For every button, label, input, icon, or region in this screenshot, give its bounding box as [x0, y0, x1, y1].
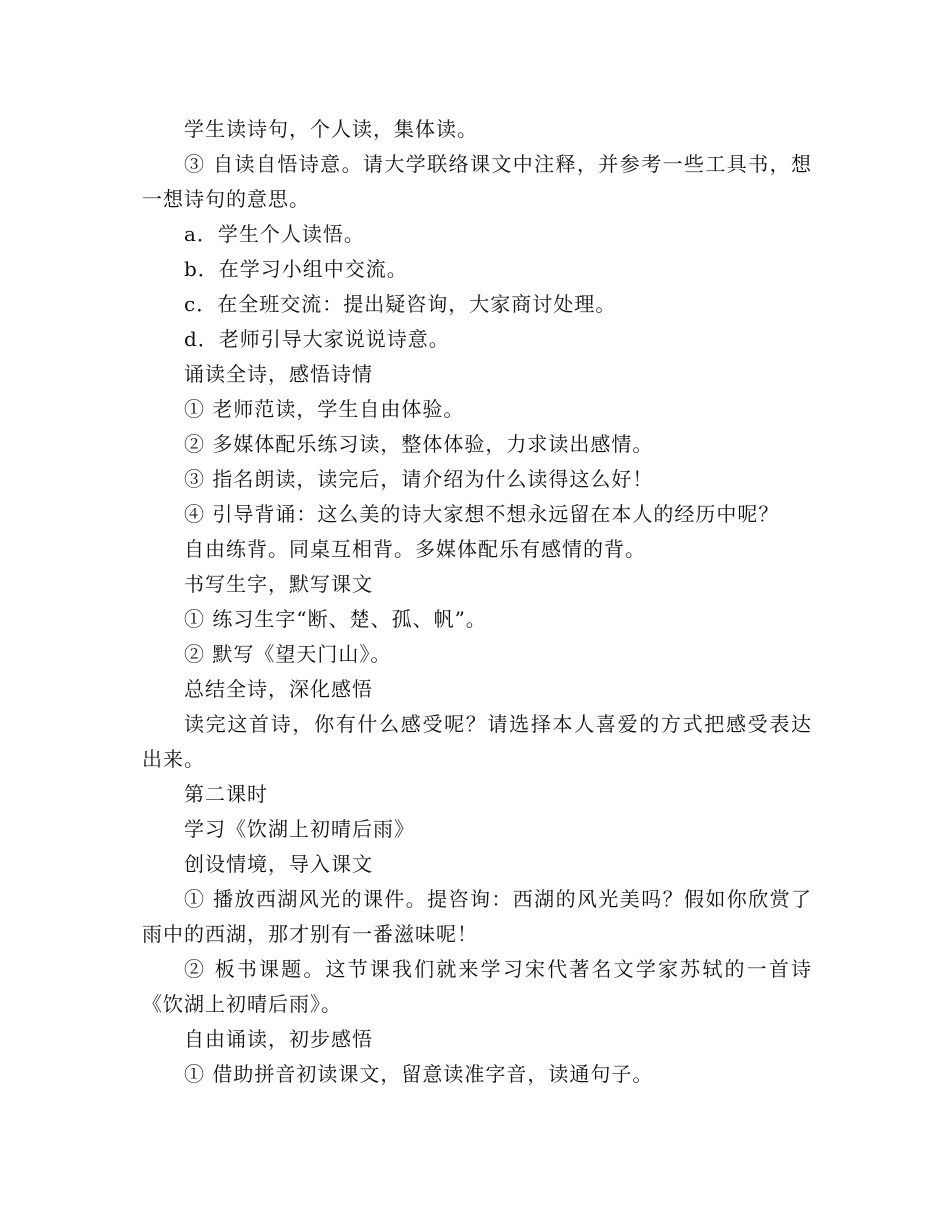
paragraph-2: ③ 自读自悟诗意。请大学联络课文中注释，并参考一些工具书，想一想诗句的意思。	[142, 152, 812, 211]
paragraph-9: ② 多媒体配乐练习读，整体体验，力求读出感情。	[184, 432, 654, 456]
paragraph-10: ③ 指名朗读，读完后，请介绍为什么读得这么好！	[184, 467, 654, 491]
document-body	[142, 112, 812, 1092]
paragraph-15: ② 默写《望天门山》。	[184, 642, 392, 666]
paragraph-12: 自由练背。同桌互相背。多媒体配乐有感情的背。	[184, 537, 646, 561]
paragraph-8: ① 老师范读，学生自由体验。	[184, 397, 465, 421]
paragraph-5: c．在全班交流：提出疑咨询，大家商讨处理。	[184, 292, 617, 316]
paragraph-14: ① 练习生字“断、楚、孤、帆”。	[184, 607, 487, 631]
lesson-heading: 第二课时	[184, 782, 268, 806]
paragraph-17: 读完这首诗，你有什么感受呢？请选择本人喜爱的方式把感受表达出来。	[142, 712, 812, 771]
paragraph-1: 学生读诗句，个人读，集体读。	[184, 117, 478, 141]
section-heading-free-reading: 自由诵读，初步感悟	[184, 1027, 373, 1051]
lesson-title: 学习《饮湖上初晴后雨》	[184, 817, 415, 841]
paragraph-21: ① 播放西湖风光的课件。提咨询：西湖的风光美吗？假如你欣赏了雨中的西湖，那才别有一番滋味呢！	[142, 887, 812, 946]
section-heading-recite: 诵读全诗，感悟诗情	[184, 362, 373, 386]
section-heading-writing: 书写生字，默写课文	[184, 572, 373, 596]
paragraph-24: ① 借助拼音初读课文，留意读准字音，读通句子。	[184, 1062, 654, 1086]
paragraph-3: a．学生个人读悟。	[184, 222, 365, 246]
paragraph-6: d．老师引导大家说说诗意。	[184, 327, 450, 351]
section-heading-summary: 总结全诗，深化感悟	[184, 677, 373, 701]
section-heading-intro: 创设情境，导入课文	[184, 852, 373, 876]
paragraph-4: b．在学习小组中交流。	[184, 257, 408, 281]
paragraph-11: ④ 引导背诵：这么美的诗大家想不想永远留在本人的经历中呢？	[184, 502, 780, 526]
paragraph-22: ② 板书课题。这节课我们就来学习宋代著名文学家苏轼的一首诗《饮湖上初晴后雨》。	[142, 957, 812, 1016]
